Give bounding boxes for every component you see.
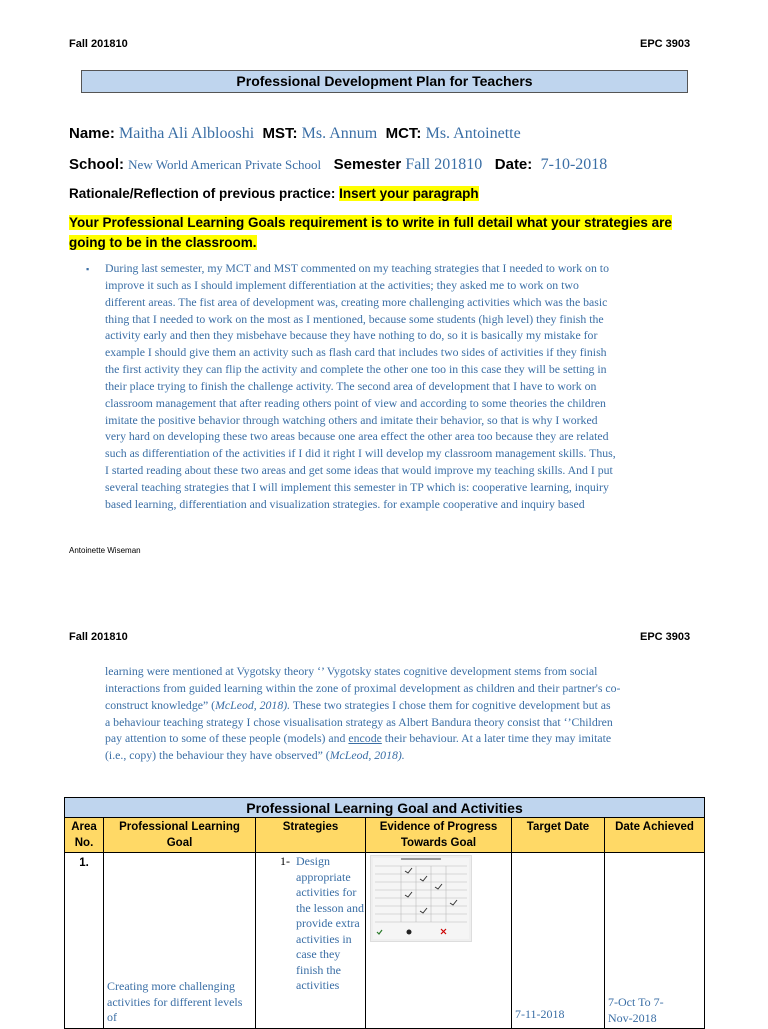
col-header-goal: Professional Learning Goal: [104, 818, 256, 853]
target-date-value: 7-11-2018: [515, 1007, 565, 1021]
document-title: Professional Development Plan for Teachers: [81, 70, 688, 93]
mct-value: Ms. Antoinette: [425, 125, 521, 142]
area-cell: [65, 853, 104, 1029]
date-label: Date:: [494, 156, 533, 173]
page-header-left: Fall 201810: [69, 38, 128, 50]
mst-value: Ms. Annum: [301, 125, 378, 142]
col-header-target-date: Target Date: [512, 818, 605, 853]
target-date-cell: [512, 853, 605, 1029]
col-header-strategies: Strategies: [256, 818, 366, 853]
paragraph-line: [105, 697, 709, 714]
goals-requirement-line2: going to be in the classroom.: [69, 235, 257, 250]
strategies-cell: [256, 853, 366, 1029]
checklist-graphic: [371, 856, 471, 941]
area-number: 1.: [79, 857, 89, 869]
goal-cell: [104, 853, 256, 1029]
paragraph-line: imitate the positive behavior through watching others and imitate their behavior, so that is why I worked: [105, 412, 598, 427]
school-value: New World American Private School: [128, 157, 322, 172]
footer-signature: Antoinette Wiseman: [69, 546, 141, 555]
goals-requirement-line1: Your Professional Learning Goals requirement is to write in full detail what your strategies are: [69, 215, 672, 230]
rationale-label: Rationale/Reflection of previous practice:: [69, 186, 336, 201]
continued-paragraph: [105, 663, 709, 764]
paragraph-line: thing that I needed to work on the most as I mentioned, because some students (high level) they finish the: [105, 311, 604, 326]
paragraph-line: the first activity they can flip the activity and complete the other one too in this case they will be setting in: [105, 362, 607, 377]
page2-header-left: Fall 201810: [69, 631, 128, 643]
mst-label: MST:: [262, 125, 298, 142]
citation: McLeod, 2018).: [329, 748, 405, 763]
school-line: [69, 156, 607, 174]
paragraph-line: such as differentiation of the activities if I did it right I will develop my classroom management skills. Thus,: [105, 446, 616, 461]
citation: McLeod, 2018).: [215, 697, 291, 712]
paragraph-line: [105, 730, 709, 747]
encode-link[interactable]: encode: [348, 731, 382, 746]
goals-table: [64, 797, 705, 1029]
page2-header-right: EPC 3903: [640, 631, 691, 643]
text-run: construct knowledge” (: [105, 697, 216, 712]
text-run: (i.e., copy) the behaviour they have observed” (: [105, 748, 330, 763]
paragraph-line: several teaching strategies that I will implement this semester in TP which is: cooperative learning, inquiry: [105, 479, 609, 494]
evidence-cell: [366, 853, 512, 1029]
paragraph-line: activity early and then they misbehave because they have nothing to do, so it is basically my mistake for: [105, 328, 598, 343]
paragraph-line: their place trying to finish the challenge activity. The second area of development that I have to work on: [105, 378, 597, 393]
text-run: These two strategies I chose them for cognitive development but as: [290, 697, 611, 712]
paragraph-line: I started reading about these two areas and get some ideas that would improve my teaching skills. And I put: [105, 463, 613, 478]
text-run: pay attention to some of these people (models) and: [105, 731, 349, 746]
name-value: Maitha Ali Alblooshi: [119, 125, 255, 142]
rationale-placeholder: Insert your paragraph: [339, 186, 479, 201]
paragraph-line: interactions from guided learning within the zone of proximal development as children and their partner's co-: [105, 680, 621, 695]
col-header-area: Area No.: [65, 818, 104, 853]
mct-label: MCT:: [385, 125, 422, 142]
table-header-row: [65, 818, 705, 853]
text-run: their behaviour. At a later time they may imitate: [381, 731, 612, 746]
date-value: 7-10-2018: [540, 156, 608, 173]
table-caption: Professional Learning Goal and Activities: [65, 798, 705, 818]
col-header-evidence: Evidence of Progress Towards Goal: [366, 818, 512, 853]
rationale-line: [69, 186, 479, 201]
reflection-paragraph: [105, 260, 709, 513]
paragraph-line: example I should give them an activity such as flash card that includes two sides of activities if they finish: [105, 345, 607, 360]
page-header-right: EPC 3903: [640, 38, 691, 50]
goals-requirement: [69, 213, 689, 253]
evidence-checklist-image: [370, 855, 472, 942]
date-achieved-cell: [605, 853, 705, 1029]
col-header-date-achieved: Date Achieved: [605, 818, 705, 853]
paragraph-line: based learning, differentiation and visualization strategies. for example cooperative and inquiry based: [105, 496, 585, 511]
date-achieved-value: 7-Oct To 7-Nov-2018: [608, 995, 664, 1025]
name-label: Name:: [69, 125, 115, 142]
school-label: School:: [69, 156, 124, 173]
name-line: [69, 125, 521, 143]
strategy-number: 1-: [280, 854, 290, 868]
paragraph-line: [105, 747, 709, 764]
paragraph-line: different areas. The fist area of development was, creating more challenging activities which was the basic: [105, 294, 608, 309]
table-caption-row: [65, 798, 705, 818]
paragraph-line: During last semester, my MCT and MST commented on my teaching strategies that I needed to work on to: [105, 261, 609, 275]
paragraph-line: very hard on developing these two areas because one area effect the other area too because they are related: [105, 429, 609, 444]
paragraph-line: a behaviour teaching strategy I chose visualisation strategy as Albert Bandura theory consist that ‘’Children: [105, 714, 613, 729]
bullet-icon: ▪: [86, 264, 90, 274]
strategy-text: Design appropriate activities for the lesson and provide extra activities in case they finish the activities: [296, 854, 364, 992]
paragraph-line: learning were mentioned at Vygotsky theory ‘’ Vygotsky states cognitive development stems from social: [105, 664, 598, 678]
semester-value: Fall 201810: [405, 156, 483, 173]
paragraph-line: classroom management that after reading others point of view and according to some theories the children: [105, 395, 606, 410]
semester-label: Semester: [333, 156, 402, 173]
paragraph-line: improve it such as I should implement differentiation at the activities; they asked me to work on two: [105, 277, 579, 292]
table-row: [65, 853, 705, 1029]
goal-text: Creating more challenging activities for different levels of: [107, 979, 243, 1024]
